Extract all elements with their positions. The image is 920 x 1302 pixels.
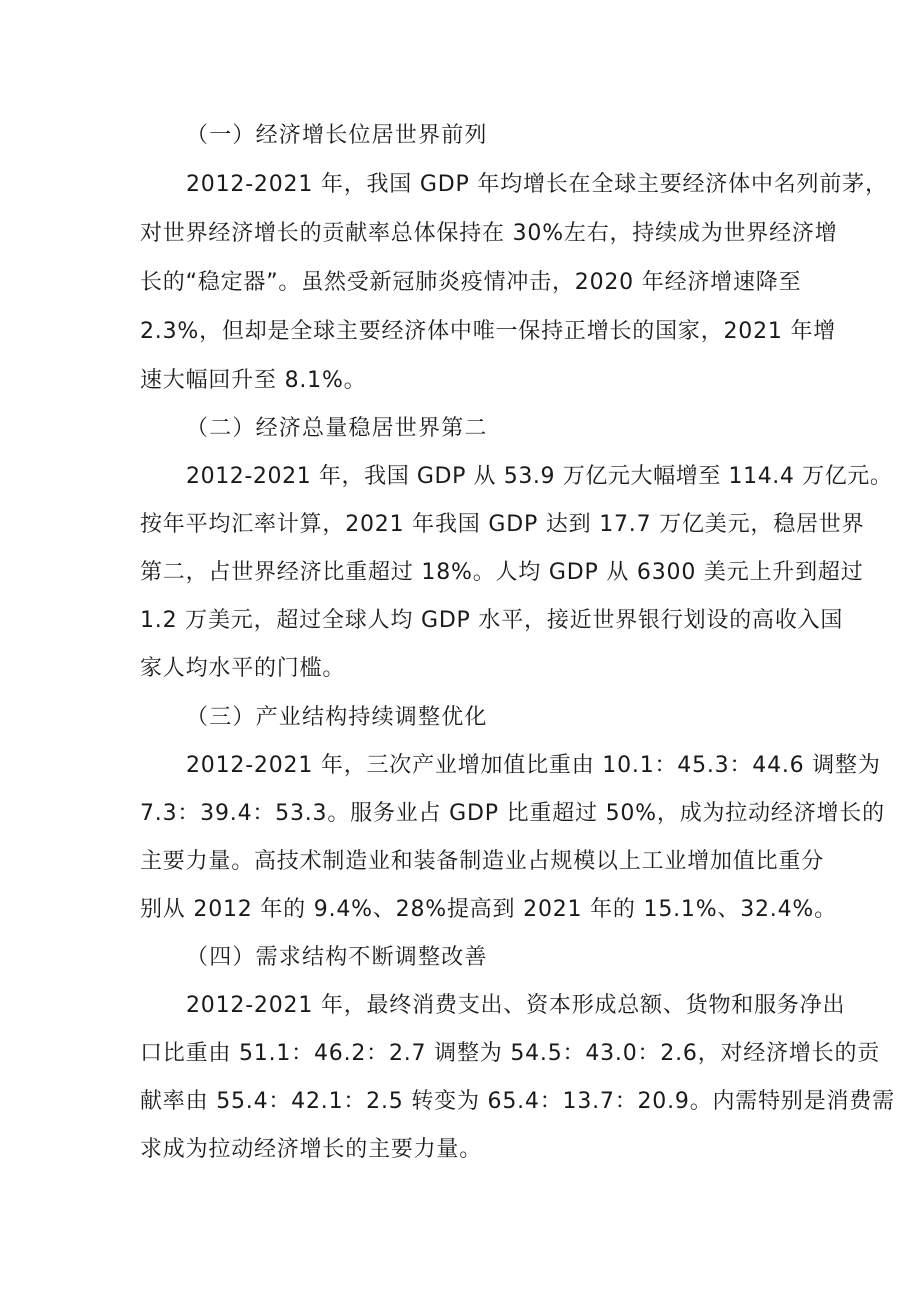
section-2-line-5: 家人均水平的门槛。 [140, 656, 346, 681]
section-1-line-3: 长的“稳定器”。虽然受新冠肺炎疫情冲击，2020 年经济增速降至 [140, 270, 802, 295]
section-1-line-5: 速大幅回升至 8.1%。 [140, 368, 367, 393]
section-4-line-2: 口比重由 51.1：46.2：2.7 调整为 54.5：43.0：2.6，对经济增长的贡 [140, 1041, 881, 1066]
section-2-heading: （二）经济总量稳居世界第二 [186, 416, 488, 441]
section-1-heading: （一）经济增长位居世界前列 [186, 123, 488, 148]
section-1-line-1: 2012-2021 年，我国 GDP 年均增长在全球主要经济体中名列前茅， [186, 172, 888, 197]
section-1-line-2: 对世界经济增长的贡献率总体保持在 30%左右，持续成为世界经济增 [140, 221, 838, 246]
section-3-line-3: 主要力量。高技术制造业和装备制造业占规模以上工业增加值比重分 [140, 849, 825, 874]
section-2-line-2: 按年平均汇率计算，2021 年我国 GDP 达到 17.7 万亿美元，稳居世界 [140, 512, 865, 537]
section-4-line-1: 2012-2021 年，最终消费支出、资本形成总额、货物和服务净出 [186, 993, 846, 1018]
section-2-line-4: 1.2 万美元，超过全球人均 GDP 水平，接近世界银行划设的高收入国 [140, 608, 844, 633]
section-4-heading: （四）需求结构不断调整改善 [186, 945, 488, 970]
section-4-line-3: 献率由 55.4：42.1：2.5 转变为 65.4：13.7：20.9。内需特别是消费需 [140, 1089, 895, 1114]
section-1-line-4: 2.3%，但却是全球主要经济体中唯一保持正增长的国家，2021 年增 [140, 319, 837, 344]
section-3-line-1: 2012-2021 年，三次产业增加值比重由 10.1：45.3：44.6 调整为 [186, 753, 881, 778]
section-3-heading: （三）产业结构持续调整优化 [186, 705, 488, 730]
section-4-line-4: 求成为拉动经济增长的主要力量。 [140, 1137, 483, 1162]
section-2-line-3: 第二，占世界经济比重超过 18%。人均 GDP 从 6300 美元上升到超过 [140, 560, 864, 585]
section-3-line-2: 7.3：39.4：53.3。服务业占 GDP 比重超过 50%，成为拉动经济增长的 [140, 801, 885, 826]
section-2-line-1: 2012-2021 年，我国 GDP 从 53.9 万亿元大幅增至 114.4 万亿元。 [186, 464, 893, 489]
section-3-line-4: 别从 2012 年的 9.4%、28%提高到 2021 年的 15.1%、32.4%。 [140, 897, 837, 922]
